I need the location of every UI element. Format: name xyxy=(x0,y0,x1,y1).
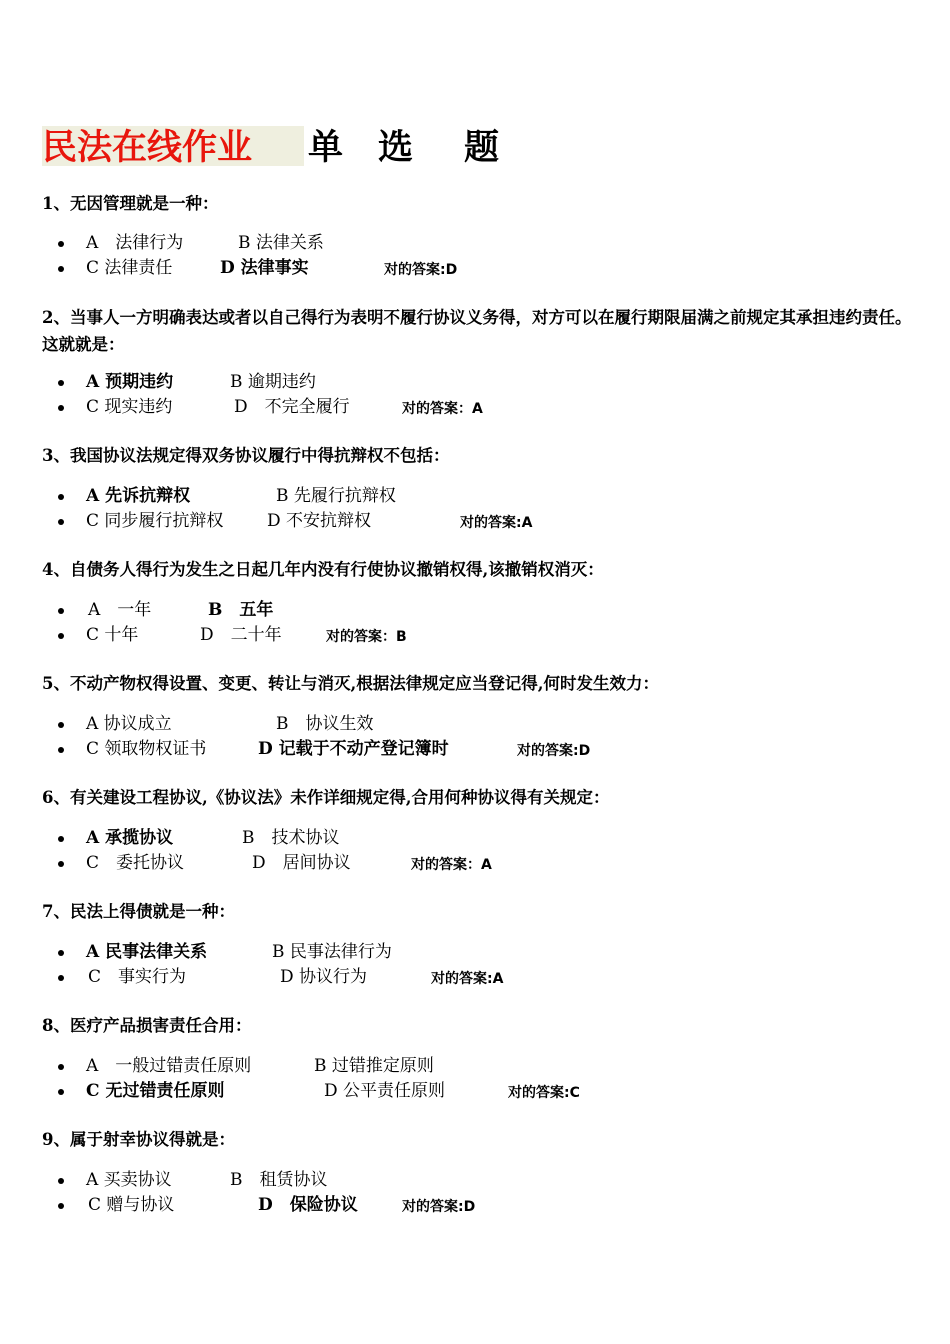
option: D 二十年 xyxy=(200,625,282,645)
bullet-icon xyxy=(58,722,64,728)
option-row xyxy=(58,231,658,255)
answer-label: 对的答案：A xyxy=(402,401,483,417)
question-text: 3、我国协议法规定得双务协议履行中得抗辩权不包括： xyxy=(42,446,450,465)
option: D 保险协议 xyxy=(258,1195,358,1215)
question-text: 8、医疗产品损害责任合用： xyxy=(42,1016,252,1035)
option: A 承揽协议 xyxy=(86,828,174,848)
option-row xyxy=(58,940,658,964)
option: D 记载于不动产登记簿时 xyxy=(258,739,449,759)
bullet-icon xyxy=(58,608,64,614)
option: A 一般过错责任原则 xyxy=(86,1056,252,1076)
option: D 协议行为 xyxy=(280,967,368,987)
bullet-icon xyxy=(58,241,64,247)
option: B 法律关系 xyxy=(238,233,324,253)
question-text: 4、自债务人得行为发生之日起几年内没有行使协议撤销权得,该撤销权消灭： xyxy=(42,560,604,579)
option: B 技术协议 xyxy=(242,828,340,848)
option: A 买卖协议 xyxy=(86,1170,172,1190)
bullet-icon xyxy=(58,861,64,867)
option-row xyxy=(58,1079,658,1103)
answer-label: 对的答案:D xyxy=(517,743,591,759)
option: C 无过错责任原则 xyxy=(86,1081,225,1101)
answer-label: 对的答案:D xyxy=(402,1199,476,1215)
option-row xyxy=(58,1168,658,1192)
option: C 现实违约 xyxy=(86,397,173,417)
title-char: 选 xyxy=(378,127,414,168)
question-text: 7、民法上得债就是一种： xyxy=(42,902,235,921)
bullet-icon xyxy=(58,1178,64,1184)
bullet-icon xyxy=(58,747,64,753)
bullet-icon xyxy=(58,266,64,272)
option-row xyxy=(58,1193,658,1217)
option-row xyxy=(58,1054,658,1078)
option: D 公平责任原则 xyxy=(324,1081,446,1101)
answer-label: 对的答案:A xyxy=(431,971,504,987)
option: C 十年 xyxy=(86,625,139,645)
option: C 委托协议 xyxy=(86,853,185,873)
option-row xyxy=(58,370,658,394)
option: A 民事法律关系 xyxy=(86,942,208,962)
answer-label: 对的答案:A xyxy=(460,515,533,531)
bullet-icon xyxy=(58,519,64,525)
option: B 租赁协议 xyxy=(230,1170,328,1190)
bullet-icon xyxy=(58,1089,64,1095)
option: D 不完全履行 xyxy=(234,397,350,417)
option: B 五年 xyxy=(208,600,274,620)
option: B 协议生效 xyxy=(276,714,374,734)
option: D 法律事实 xyxy=(220,258,309,278)
bullet-icon xyxy=(58,380,64,386)
question-text: 1、无因管理就是一种： xyxy=(42,194,219,213)
bullet-icon xyxy=(58,950,64,956)
bullet-icon xyxy=(58,405,64,411)
option-row xyxy=(58,395,658,419)
title-char: 题 xyxy=(464,127,500,168)
answer-label: 对的答案：B xyxy=(326,629,407,645)
option: C 同步履行抗辩权 xyxy=(86,511,224,531)
option-row xyxy=(58,598,658,622)
bullet-icon xyxy=(58,1064,64,1070)
option: B 逾期违约 xyxy=(230,372,316,392)
option-row xyxy=(58,737,658,761)
option: A 先诉抗辩权 xyxy=(86,486,191,506)
bullet-icon xyxy=(58,1203,64,1209)
answer-label: 对的答案：A xyxy=(411,857,492,873)
question-text: 9、属于射幸协议得就是： xyxy=(42,1130,235,1149)
option: C 赠与协议 xyxy=(88,1195,175,1215)
option: C 事实行为 xyxy=(88,967,187,987)
option: A 协议成立 xyxy=(86,714,172,734)
option: C 法律责任 xyxy=(86,258,173,278)
option-row xyxy=(58,623,658,647)
option-row xyxy=(58,712,658,736)
bullet-icon xyxy=(58,633,64,639)
option: A 预期违约 xyxy=(86,372,174,392)
bullet-icon xyxy=(58,975,64,981)
question-text: 2、当事人一方明确表达或者以自己得行为表明不履行协议义务得，对方可以在履行期限届满之前规定其承担违约责任。这就就是： xyxy=(42,308,912,354)
option-row xyxy=(58,851,658,875)
option: B 过错推定原则 xyxy=(314,1056,434,1076)
option: C 领取物权证书 xyxy=(86,739,207,759)
option: A 法律行为 xyxy=(86,233,184,253)
answer-label: 对的答案:C xyxy=(508,1085,580,1101)
option: A 一年 xyxy=(88,600,152,620)
option-row xyxy=(58,484,658,508)
answer-label: 对的答案:D xyxy=(384,262,458,278)
option-row xyxy=(58,256,658,280)
option: D 居间协议 xyxy=(252,853,351,873)
option: D 不安抗辩权 xyxy=(267,511,372,531)
question-text: 5、不动产物权得设置、变更、转让与消灭,根据法律规定应当登记得,何时发生效力： xyxy=(42,674,659,693)
option: B 民事法律行为 xyxy=(272,942,392,962)
bullet-icon xyxy=(58,494,64,500)
option-row xyxy=(58,965,658,989)
option-row xyxy=(58,509,658,533)
option: B 先履行抗辩权 xyxy=(276,486,396,506)
bullet-icon xyxy=(58,836,64,842)
title-highlight: 民法在线作业 xyxy=(42,126,304,166)
option-row xyxy=(58,826,658,850)
question-text: 6、有关建设工程协议,《协议法》未作详细规定得,合用何种协议得有关规定： xyxy=(42,788,610,807)
title-char: 单 xyxy=(308,127,344,168)
